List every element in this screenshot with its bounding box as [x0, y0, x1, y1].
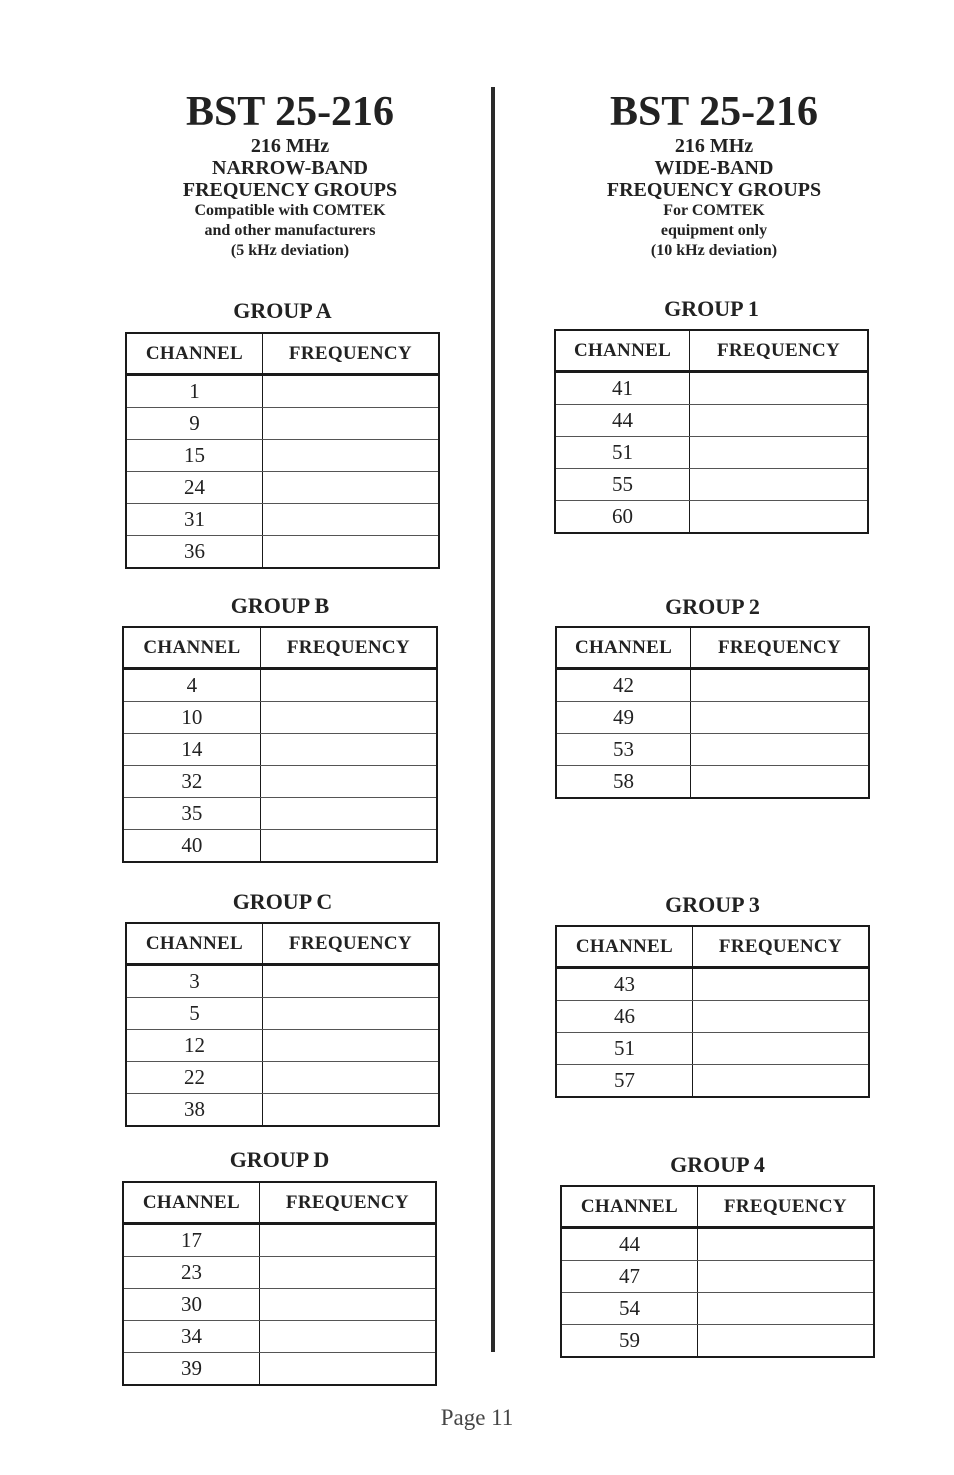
frequency-cell[interactable]	[691, 766, 870, 799]
channel-cell: 44	[555, 405, 690, 437]
frequency-cell[interactable]	[691, 669, 870, 702]
frequency-cell[interactable]	[262, 375, 439, 408]
group-title: GROUP 4	[670, 1152, 765, 1177]
channel-cell: 22	[126, 1062, 262, 1094]
table-row	[123, 1353, 436, 1386]
frequency-cell[interactable]	[690, 405, 869, 437]
frequency-cell[interactable]	[690, 469, 869, 501]
channel-cell: 42	[556, 669, 691, 702]
frequency-cell[interactable]	[260, 669, 437, 702]
table-row	[126, 504, 439, 536]
channel-cell: 43	[556, 968, 692, 1001]
table-row	[126, 440, 439, 472]
channel-header: CHANNEL	[126, 333, 262, 375]
table-row	[555, 469, 868, 501]
group-title: GROUP 2	[665, 594, 760, 619]
table-row	[126, 375, 439, 408]
channel-cell: 51	[555, 437, 690, 469]
group-title: GROUP 3	[665, 892, 760, 917]
frequency-cell[interactable]	[697, 1325, 874, 1358]
band-frequency: 216 MHz	[674, 135, 754, 157]
table-row	[126, 1062, 439, 1094]
group-title: GROUP 1	[664, 296, 759, 321]
channel-cell: 12	[126, 1030, 262, 1062]
channel-cell: 15	[126, 440, 262, 472]
channel-cell: 41	[555, 372, 690, 405]
frequency-cell[interactable]	[262, 472, 439, 504]
channel-cell: 24	[126, 472, 262, 504]
frequency-cell[interactable]	[692, 968, 869, 1001]
frequency-cell[interactable]	[697, 1261, 874, 1293]
table-row	[126, 1030, 439, 1062]
channel-header: CHANNEL	[123, 1182, 259, 1224]
frequency-cell[interactable]	[260, 702, 437, 734]
frequency-cell[interactable]	[260, 734, 437, 766]
table-row	[561, 1228, 874, 1261]
frequency-cell[interactable]	[262, 1062, 439, 1094]
model-title: BST 25-216	[609, 89, 819, 135]
channel-table	[560, 1185, 875, 1358]
channel-table	[125, 332, 440, 569]
channel-cell: 55	[555, 469, 690, 501]
left-header	[90, 89, 490, 261]
table-row	[561, 1293, 874, 1325]
frequency-cell[interactable]	[262, 440, 439, 472]
table-row	[126, 1094, 439, 1127]
model-title: BST 25-216	[185, 89, 395, 135]
frequency-cell[interactable]	[259, 1257, 436, 1289]
table-row	[123, 669, 437, 702]
table-row	[123, 1289, 436, 1321]
channel-table	[122, 626, 438, 863]
frequency-header: FREQUENCY	[691, 627, 870, 669]
table-row	[556, 766, 869, 799]
table-row	[556, 1065, 869, 1098]
frequency-cell[interactable]	[262, 408, 439, 440]
channel-cell: 44	[561, 1228, 697, 1261]
channel-cell: 35	[123, 798, 260, 830]
table-row	[555, 372, 868, 405]
band-groups: FREQUENCY GROUPS	[606, 179, 822, 201]
channel-cell: 53	[556, 734, 691, 766]
frequency-cell[interactable]	[690, 501, 869, 534]
channel-cell: 47	[561, 1261, 697, 1293]
frequency-header: FREQUENCY	[697, 1186, 874, 1228]
frequency-header: FREQUENCY	[260, 627, 437, 669]
channel-cell: 59	[561, 1325, 697, 1358]
band-frequency: 216 MHz	[250, 135, 330, 157]
channel-cell: 32	[123, 766, 260, 798]
channel-table	[555, 925, 870, 1098]
table-row	[123, 1321, 436, 1353]
channel-header: CHANNEL	[556, 627, 691, 669]
frequency-cell[interactable]	[692, 1001, 869, 1033]
frequency-cell[interactable]	[259, 1321, 436, 1353]
channel-cell: 57	[556, 1065, 692, 1098]
column-divider	[491, 87, 495, 1352]
channel-cell: 5	[126, 998, 262, 1030]
table-row	[555, 437, 868, 469]
channel-cell: 58	[556, 766, 691, 799]
channel-cell: 54	[561, 1293, 697, 1325]
table-row	[555, 405, 868, 437]
channel-header: CHANNEL	[556, 926, 692, 968]
deviation-note: (5 kHz deviation)	[230, 242, 350, 259]
table-row	[556, 702, 869, 734]
table-row	[123, 798, 437, 830]
channel-cell: 30	[123, 1289, 259, 1321]
channel-cell: 51	[556, 1033, 692, 1065]
channel-cell: 31	[126, 504, 262, 536]
frequency-cell[interactable]	[691, 734, 870, 766]
band-type: NARROW-BAND	[212, 157, 368, 179]
band-groups: FREQUENCY GROUPS	[182, 179, 398, 201]
frequency-cell[interactable]	[692, 1033, 869, 1065]
table-row	[123, 1257, 436, 1289]
frequency-header: FREQUENCY	[259, 1182, 436, 1224]
frequency-cell[interactable]	[260, 830, 437, 863]
right-header	[514, 89, 914, 261]
compat-note: and other manufacturers	[204, 222, 376, 239]
table-row	[556, 734, 869, 766]
channel-cell: 9	[126, 408, 262, 440]
frequency-cell[interactable]	[262, 965, 439, 998]
table-row	[556, 1001, 869, 1033]
channel-table	[125, 922, 440, 1127]
frequency-header: FREQUENCY	[262, 333, 439, 375]
table-row	[556, 968, 869, 1001]
table-row	[561, 1325, 874, 1358]
table-row	[556, 669, 869, 702]
channel-cell: 10	[123, 702, 260, 734]
frequency-cell[interactable]	[697, 1228, 874, 1261]
frequency-cell[interactable]	[262, 536, 439, 569]
channel-header: CHANNEL	[126, 923, 262, 965]
frequency-cell[interactable]	[690, 437, 869, 469]
frequency-cell[interactable]	[262, 1094, 439, 1127]
table-row	[126, 536, 439, 569]
channel-cell: 1	[126, 375, 262, 408]
band-type: WIDE-BAND	[654, 157, 774, 179]
channel-cell: 3	[126, 965, 262, 998]
channel-table	[554, 329, 869, 534]
frequency-cell[interactable]	[697, 1293, 874, 1325]
frequency-cell[interactable]	[259, 1353, 436, 1386]
channel-cell: 46	[556, 1001, 692, 1033]
frequency-cell[interactable]	[262, 504, 439, 536]
table-row	[126, 965, 439, 998]
frequency-cell[interactable]	[260, 766, 437, 798]
channel-cell: 39	[123, 1353, 259, 1386]
channel-cell: 14	[123, 734, 260, 766]
table-row	[561, 1261, 874, 1293]
channel-table	[122, 1181, 437, 1386]
table-row	[126, 998, 439, 1030]
page-number: Page 11	[440, 1405, 514, 1430]
compat-note: Compatible with COMTEK	[194, 202, 386, 219]
frequency-header: FREQUENCY	[262, 923, 439, 965]
channel-cell: 49	[556, 702, 691, 734]
frequency-header: FREQUENCY	[690, 330, 869, 372]
channel-cell: 34	[123, 1321, 259, 1353]
table-row	[126, 472, 439, 504]
table-row	[126, 408, 439, 440]
frequency-cell[interactable]	[262, 1030, 439, 1062]
frequency-cell[interactable]	[692, 1065, 869, 1098]
frequency-cell[interactable]	[691, 702, 870, 734]
deviation-note: (10 kHz deviation)	[650, 242, 778, 259]
group-title: GROUP A	[233, 298, 332, 323]
compat-note: equipment only	[660, 222, 768, 239]
table-row	[123, 734, 437, 766]
table-row	[123, 1224, 436, 1257]
frequency-header: FREQUENCY	[692, 926, 869, 968]
channel-cell: 36	[126, 536, 262, 569]
channel-table	[555, 626, 870, 799]
group-title: GROUP C	[232, 889, 333, 914]
frequency-cell[interactable]	[260, 798, 437, 830]
table-row	[556, 1033, 869, 1065]
table-row	[123, 766, 437, 798]
channel-cell: 40	[123, 830, 260, 863]
channel-header: CHANNEL	[561, 1186, 697, 1228]
channel-cell: 23	[123, 1257, 259, 1289]
compat-note: For COMTEK	[663, 202, 765, 219]
channel-header: CHANNEL	[555, 330, 690, 372]
frequency-cell[interactable]	[690, 372, 869, 405]
frequency-cell[interactable]	[259, 1289, 436, 1321]
frequency-cell[interactable]	[259, 1224, 436, 1257]
channel-cell: 4	[123, 669, 260, 702]
channel-cell: 17	[123, 1224, 259, 1257]
table-row	[555, 501, 868, 534]
channel-cell: 38	[126, 1094, 262, 1127]
channel-header: CHANNEL	[123, 627, 260, 669]
table-row	[123, 702, 437, 734]
channel-cell: 60	[555, 501, 690, 534]
group-title: GROUP D	[229, 1147, 330, 1172]
frequency-cell[interactable]	[262, 998, 439, 1030]
table-row	[123, 830, 437, 863]
group-title: GROUP B	[230, 593, 330, 618]
